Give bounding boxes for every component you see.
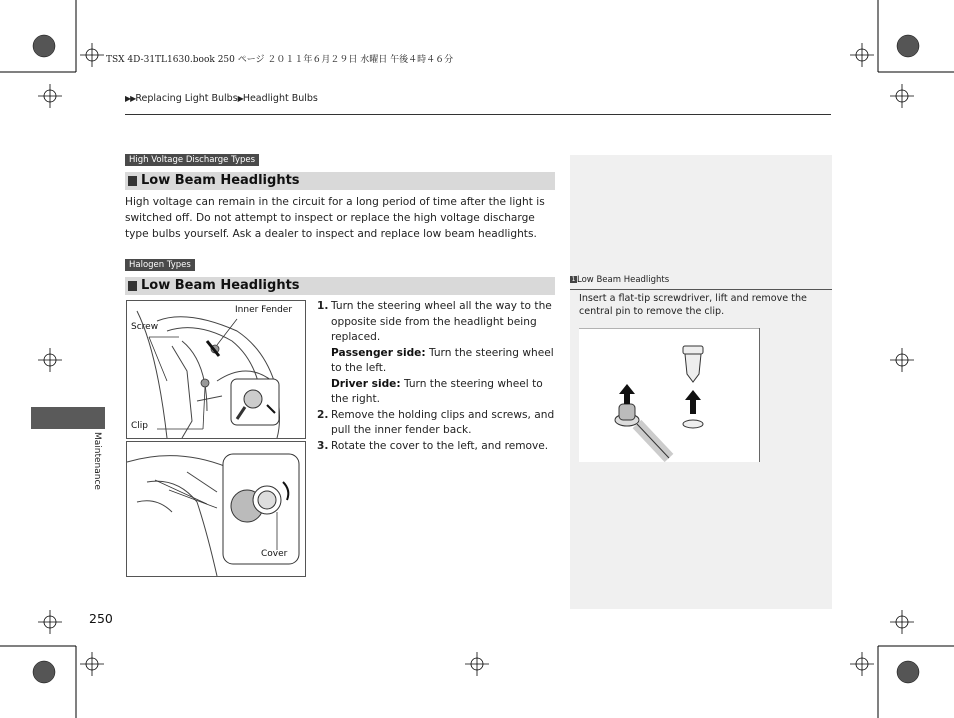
section-heading (125, 277, 555, 295)
square-bullet-icon (128, 281, 137, 291)
print-line: TSX 4D-31TL1630.book 250 ページ ２０１１年６月２９日 水曜日 午後４時４６分 (106, 55, 454, 65)
section-tag: Halogen Types (125, 259, 195, 271)
step-detail (331, 377, 557, 408)
clip-label: Clip (131, 421, 148, 431)
inner-fender-label: Inner Fender (235, 305, 293, 315)
square-bullet-icon (128, 176, 137, 186)
section-heading (125, 172, 555, 190)
chapter-label: Maintenance (92, 432, 102, 490)
sidebar-title-text: Low Beam Headlights (577, 275, 670, 285)
step-number: 2. (317, 408, 329, 421)
section-title: Low Beam Headlights (141, 278, 300, 293)
cover-label: Cover (261, 549, 288, 559)
sidebar-rule (570, 289, 832, 290)
list-item (317, 299, 557, 408)
sidebar-title (570, 275, 669, 285)
chapter-tab[interactable] (31, 407, 105, 429)
list-item (317, 408, 557, 439)
detail-label: Driver side: (331, 377, 401, 390)
arrow-icon: ▶ (237, 94, 243, 103)
reference-marker: 1 (571, 276, 576, 283)
section-tag: High Voltage Discharge Types (125, 154, 259, 166)
steps-list (317, 299, 557, 454)
step-number: 3. (317, 439, 329, 452)
header-rule (125, 114, 831, 115)
step-text: Rotate the cover to the left, and remove. (331, 439, 549, 452)
detail-label: Passenger side: (331, 346, 426, 359)
step-text: Turn the steering wheel all the way to the opposite side from the headlight being replaced. (331, 300, 552, 343)
clip-removal-drawing (579, 328, 759, 462)
section-title: Low Beam Headlights (141, 173, 300, 188)
breadcrumb-item[interactable]: Replacing Light Bulbs (135, 93, 238, 104)
list-item (317, 439, 557, 455)
breadcrumb-item[interactable]: Headlight Bulbs (242, 93, 318, 104)
screw-label: Screw (131, 322, 159, 332)
fender-illustration (126, 300, 306, 439)
page-number: 250 (89, 611, 113, 626)
detail-text: Turn the steering wheel to the left. (331, 346, 554, 374)
step-text: Remove the holding clips and screws, and pull the inner fender back. (331, 408, 555, 436)
step-detail (331, 346, 557, 377)
section-body: High voltage can remain in the circuit for a long period of time after the light is switched off. Do not attempt to inspect or replace the high voltage discharge type bulbs yourself. Ask a dealer to inspect and replace low beam headlights. (125, 196, 545, 240)
cover-illustration (126, 441, 306, 577)
sidebar-text: Insert a flat-tip screwdriver, lift and remove the central pin to remove the clip. (579, 293, 807, 317)
clip-removal-illustration (579, 328, 760, 462)
detail-text: Turn the steering wheel to the right. (331, 377, 543, 405)
step-number: 1. (317, 300, 329, 312)
breadcrumb (125, 93, 318, 104)
double-arrow-icon: ▶▶ (125, 94, 136, 103)
